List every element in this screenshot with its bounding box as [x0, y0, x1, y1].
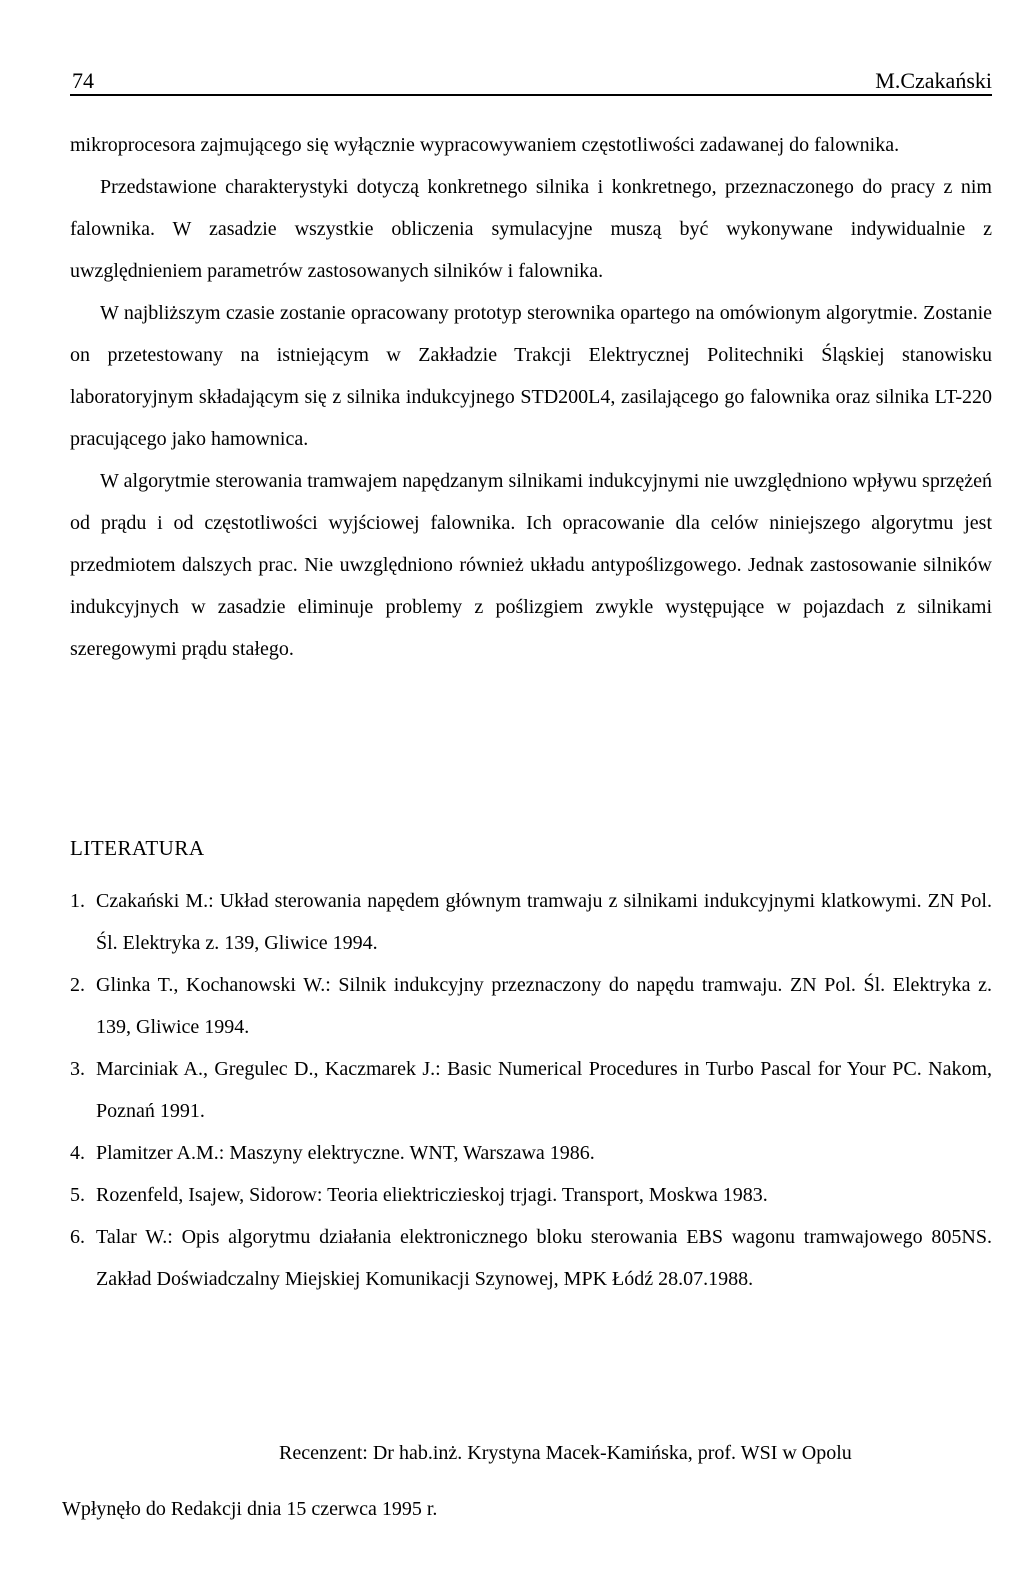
reference-text: Talar W.: Opis algorytmu działania elektronicznego bloku sterowania EBS wagonu tramwajowego 805NS. Zakład Doświadczalny Miejskiej Komunikacji Szynowej, MPK Łódź 28.07.1988.: [96, 1226, 992, 1290]
reference-number: 1.: [70, 890, 85, 912]
reference-number: 2.: [70, 974, 85, 996]
reference-text: Plamitzer A.M.: Maszyny elektryczne. WNT, Warszawa 1986.: [96, 1142, 595, 1164]
reference-number: 3.: [70, 1058, 85, 1080]
page-number: 74: [72, 68, 94, 93]
reviewer-note: Recenzent: Dr hab.inż. Krystyna Macek-Kamińska, prof. WSI w Opolu: [279, 1442, 852, 1464]
reference-number: 5.: [70, 1184, 85, 1206]
paragraph: mikroprocesora zajmującego się wyłącznie wypracowywaniem częstotliwości zadawanej do falownika.: [70, 134, 900, 156]
reference-item: [70, 964, 992, 1048]
reference-item: [70, 880, 992, 964]
received-note: Wpłynęło do Redakcji dnia 15 czerwca 1995 r.: [62, 1498, 438, 1520]
paragraph: W algorytmie sterowania tramwajem napędzanym silnikami indukcyjnymi nie uwzględniono wpływu sprzężeń od prądu i od częstotliwości wyjściowej falownika. Ich opracowanie dla celów niniejszego algorytmu jest przedmiotem dalszych prac. Nie uwzględniono również układu antypoślizgowego. Jednak zastosowanie silników indukcyjnych w zasadzie eliminuje problemy z poślizgiem zwykle występujące w pojazdach z silnikami szeregowymi prądu stałego.: [70, 470, 992, 660]
running-header: [70, 66, 992, 96]
body-text: [70, 124, 992, 670]
paragraph: W najbliższym czasie zostanie opracowany prototyp sterownika opartego na omówionym algorytmie. Zostanie on przetestowany na istniejącym w Zakładzie Trakcji Elektrycznej Politechniki Śląskiej stanowisku laboratoryjnym składającym się z silnika indukcyjnego STD200L4, zasilającego go falownika oraz silnika LT-220 pracującego jako hamownica.: [70, 302, 992, 450]
reference-item: [70, 1132, 992, 1174]
reference-text: Czakański M.: Układ sterowania napędem głównym tramwaju z silnikami indukcyjnymi klatkowymi. ZN Pol. Śl. Elektryka z. 139, Gliwice 1994.: [96, 890, 992, 954]
literature-heading: LITERATURA: [70, 836, 205, 860]
reference-text: Glinka T., Kochanowski W.: Silnik indukcyjny przeznaczony do napędu tramwaju. ZN Pol. Śl. Elektryka z. 139, Gliwice 1994.: [96, 974, 992, 1038]
reference-list: [70, 880, 992, 1300]
reference-item: [70, 1216, 992, 1300]
running-author: M.Czakański: [875, 68, 992, 93]
reference-number: 6.: [70, 1226, 85, 1248]
paragraph: Przedstawione charakterystyki dotyczą konkretnego silnika i konkretnego, przeznaczonego do pracy z nim falownika. W zasadzie wszystkie obliczenia symulacyjne muszą być wykonywane indywidualnie z uwzględnieniem parametrów zastosowanych silników i falownika.: [70, 176, 992, 282]
reference-item: [70, 1174, 992, 1216]
reference-item: [70, 1048, 992, 1132]
reference-text: Rozenfeld, Isajew, Sidorow: Teoria eliektriczieskoj trjagi. Transport, Moskwa 1983.: [96, 1184, 768, 1206]
reference-text: Marciniak A., Gregulec D., Kaczmarek J.: Basic Numerical Procedures in Turbo Pascal for Your PC. Nakom, Poznań 1991.: [96, 1058, 992, 1122]
reference-number: 4.: [70, 1142, 85, 1164]
